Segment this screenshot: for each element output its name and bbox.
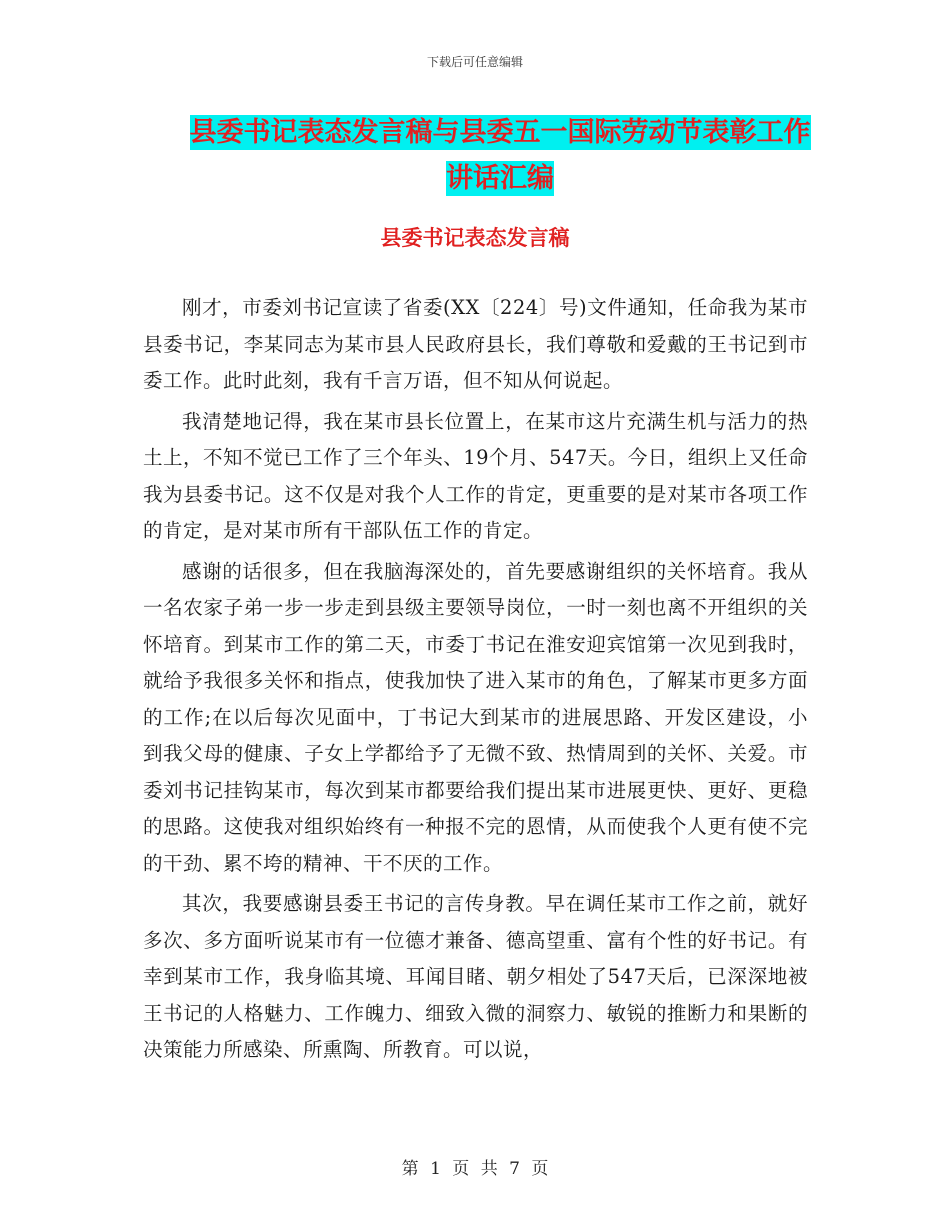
body-paragraph: 其次，我要感谢县委王书记的言传身教。早在调任某市工作之前，就好多次、多方面听说某市有一位德才兼备、德高望重、富有个性的好书记。有幸到某市工作，我身临其境、耳闻目睹、朝夕相处了547天后，已深深地被王书记的人格魅力、工作魄力、细致入微的洞察力、敏锐的推断力和果断的决策能力所感染、所熏陶、所教育。可以说，	[143, 892, 808, 1061]
document-title	[140, 110, 860, 202]
page-header-note: 下载后可任意编辑	[426, 55, 523, 69]
section-title: 县委书记表态发言稿	[380, 226, 570, 250]
body-paragraph: 刚才，市委刘书记宣读了省委(XX〔224〕号)文件通知，任命我为某市县委书记，李某同志为某市县人民政府县长，我们尊敬和爱戴的王书记到市委工作。此时此刻，我有千言万语，但不知从何说起。	[143, 296, 808, 392]
body-paragraph: 感谢的话很多，但在我脑海深处的，首先要感谢组织的关怀培育。我从一名农家子弟一步一步走到县级主要领导岗位，一时一刻也离不开组织的关怀培育。到某市工作的第二天，市委丁书记在淮安迎宾馆第一次见到我时，就给予我很多关怀和指点，使我加快了进入某市的角色，了解某市更多方面的工作;在以后每次见面中，丁书记大到某市的进展思路、开发区建设，小到我父母的健康、子女上学都给予了无微不致、热情周到的关怀、关爱。市委刘书记挂钩某市，每次到某市都要给我们提出某市进展更快、更好、更稳的思路。这使我对组织始终有一种报不完的恩情，从而使我个人更有使不完的干劲、累不垮的精神、干不厌的工作。	[143, 559, 808, 875]
document-body	[143, 290, 808, 1069]
page-number-footer: 第 1 页 共 7 页	[401, 1159, 549, 1179]
document-title-line-2: 讲话汇编	[446, 163, 554, 194]
body-paragraph: 我清楚地记得，我在某市县长位置上，在某市这片充满生机与活力的热土上，不知不觉已工作了三个年头、19个月、547天。今日，组织上又任命我为县委书记。这不仅是对我个人工作的肯定，更重要的是对某市各项工作的肯定，是对某市所有干部队伍工作的肯定。	[143, 409, 808, 542]
document-title-line-1: 县委书记表态发言稿与县委五一国际劳动节表彰工作	[189, 117, 811, 148]
